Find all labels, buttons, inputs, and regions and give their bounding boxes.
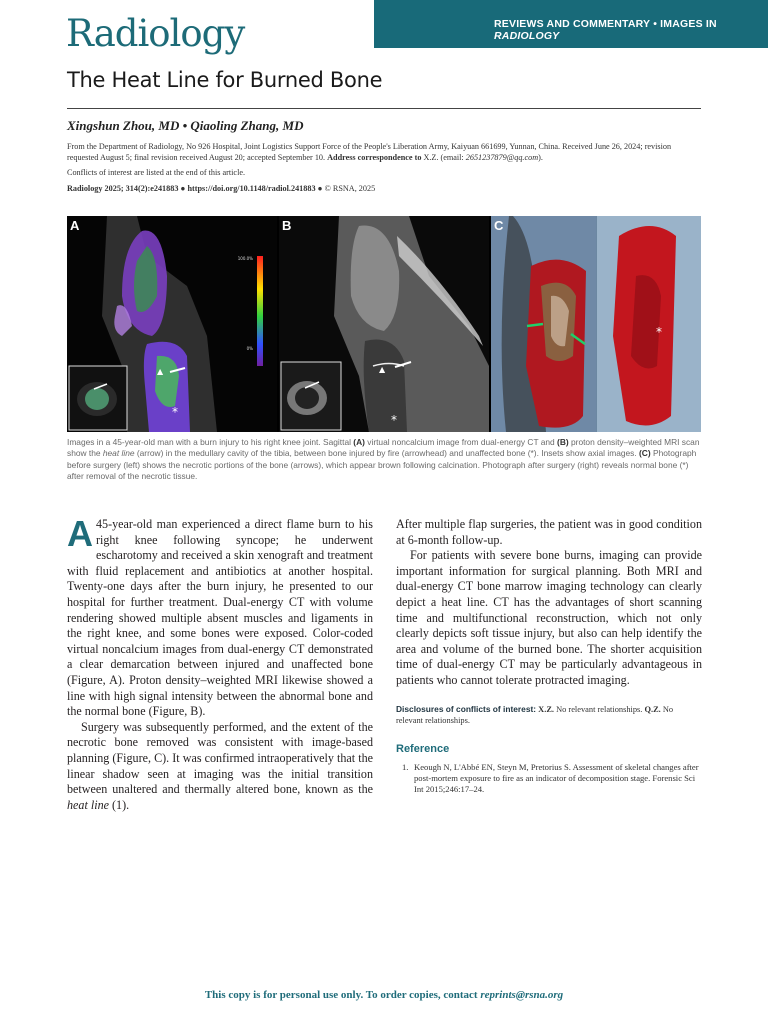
caption-label-b: (B) [557,437,569,447]
reference-item [396,762,702,795]
mri-image [279,216,489,432]
caption-em: heat line [102,448,135,459]
drop-cap: A [67,513,93,554]
correspondence-email[interactable]: 2651237879@qq.com [465,153,539,162]
disclosure-text-2: No relevant relationships. [396,705,674,725]
body-paragraph: After multiple flap surgeries, the patient was in good condition at 6-month follow-up. [396,517,702,547]
colorbar-top-label: 100.0% [237,256,253,261]
panel-label-c: C [494,218,504,233]
body-text: (1). [108,797,130,812]
citation-doi[interactable]: https://doi.org/10.1148/radiol.241883 [187,184,316,193]
author-list: Xingshun Zhou, MD • Qiaoling Zhang, MD [67,118,304,133]
body-text: 45-year-old man experienced a direct flame burn to his right knee following syncope; he underwent escharotomy and received a skin xenograft and treatment with fluid replacement and antibiotics at another hospital. Twenty-one days after the burn injury, he presented to our hospital for further treatment. Dual-energy CT with volume rendering showed multiple absent muscles and ligaments in the right knee, and some bones were exposed. Color-coded virtual noncalcium images from dual-energy CT demonstrated a clear demarcation between injured and unaffected bone (Figure, A). Proton density–weighted MRI likewise showed a line with high signal intensity between the abnormal bone and the normal bone (Figure, B). [67,517,373,719]
article-title: The Heat Line for Burned Bone [67,68,383,92]
caption-text: Images in a 45-year-old man with a burn injury to his right knee joint. Sagittal [67,437,354,447]
caption-text: proton density–weighted MRI scan show the [67,437,700,459]
section-banner [374,0,768,48]
arrowhead-marker: ▲ [157,367,164,376]
body-paragraph [67,513,373,720]
title-divider [67,108,701,109]
reference-text: Keough N, L'Abbé EN, Steyn M, Pretorius S. Assessment of skeletal changes after post-mortem exposure to fire as an indicator of decomposition stage. Forensic Sci Int 2015;246:17–24. [414,762,699,794]
asterisk-marker-c: * [656,325,662,339]
disclosures-heading: Disclosures of conflicts of interest: [396,704,537,714]
reference-number: 1. [402,762,409,772]
body-text: Surgery was subsequently performed, and the extent of the necrotic bone removed was consistent with image-based planning (Figure, C). It was confirmed intraoperatively that the linear shadow seen at imaging was the initial transition between unaltered and thermally altered bone, known as the [67,719,373,797]
panel-label-a: A [70,218,80,233]
disclosures [396,704,702,726]
caption-text: Photograph before surgery (left) shows the necrotic portions of the bone (arrows), which appear brown following calcination. Photograph after surgery (right) reveals normal bone (*) after removal of the necrotic tissue. [67,448,697,482]
body-column-right [396,517,702,689]
surgical-photo [491,216,701,432]
affiliation-text: From the Department of Radiology, No 926 Hospital, Joint Logistics Support Force of the People's Liberation Army, Kaiyuan 661699, Yunnan, China. Received June 26, 2024; revision requested August 5; final revision received August 20; accepted September 10. [67,142,672,162]
body-em: heat line [67,797,109,812]
footer-notice [0,989,768,1001]
correspondence-label: Address correspondence to [327,153,422,162]
panel-label-b: B [282,218,292,233]
figure-panel-b [279,216,489,432]
conflicts-note: Conflicts of interest are listed at the end of this article. [67,168,246,177]
correspondence-text: X.Z. (email: [421,153,466,162]
footer-text: This copy is for personal use only. To order copies, contact [204,989,481,1001]
footer-email-link[interactable]: reprints@rsna.org [480,989,564,1001]
caption-text: virtual noncalcium image from dual-energy CT and [364,437,558,447]
caption-label-a: (A) [353,437,365,447]
figure-panel-a [67,216,277,432]
affiliation-block [67,141,703,163]
caption-text: (arrow) in the medullary cavity of the tibia, between bone injured by fire (arrowhead) and unaffected bone (*). Insets show axial images. [134,448,640,459]
figure-panel-c [491,216,701,432]
disclosure-author-1: X.Z. [536,705,554,714]
asterisk-marker-b: * [391,413,397,427]
disclosure-author-2: Q.Z. [644,705,661,714]
correspondence-close: ). [538,153,543,162]
citation-line [67,184,375,193]
section-banner-em: RADIOLOGY [494,30,560,42]
ct-image [67,216,277,432]
asterisk-marker: * [172,405,178,419]
arrowhead-marker-b: ▲ [379,365,386,374]
citation-journal: Radiology 2025; 314(2):e241883 [67,184,179,193]
reference-heading: Reference [396,743,450,755]
citation-copyright: © RSNA, 2025 [324,184,376,193]
body-paragraph: For patients with severe bone burns, imaging can provide important information for surgical planning. Both MRI and dual-energy CT bone marrow imaging technology can clearly depict a heat line. CT has the advantages of short scanning time and multifunctional reconstruction, which not only clearly depicts soft tissue injury, but also can help identify the area and volume of the burned bone. The shorter acquisition time of dual-energy CT may be particularly advantageous in patients who cannot tolerate protracted imaging. [396,548,702,687]
disclosure-text-1: No relevant relationships. [554,705,645,714]
citation-sep-1: ● [178,184,188,193]
figure [67,216,701,432]
body-paragraph [67,720,373,814]
figure-caption [67,437,701,483]
citation-sep-2: ● [315,184,325,193]
journal-logo: Radiology [66,12,245,55]
body-column-left [67,513,373,813]
caption-label-c: (C) [639,448,651,459]
section-banner-text: REVIEWS AND COMMENTARY • IMAGES IN [494,18,717,30]
colorbar-bottom-label: 0% [246,346,253,351]
